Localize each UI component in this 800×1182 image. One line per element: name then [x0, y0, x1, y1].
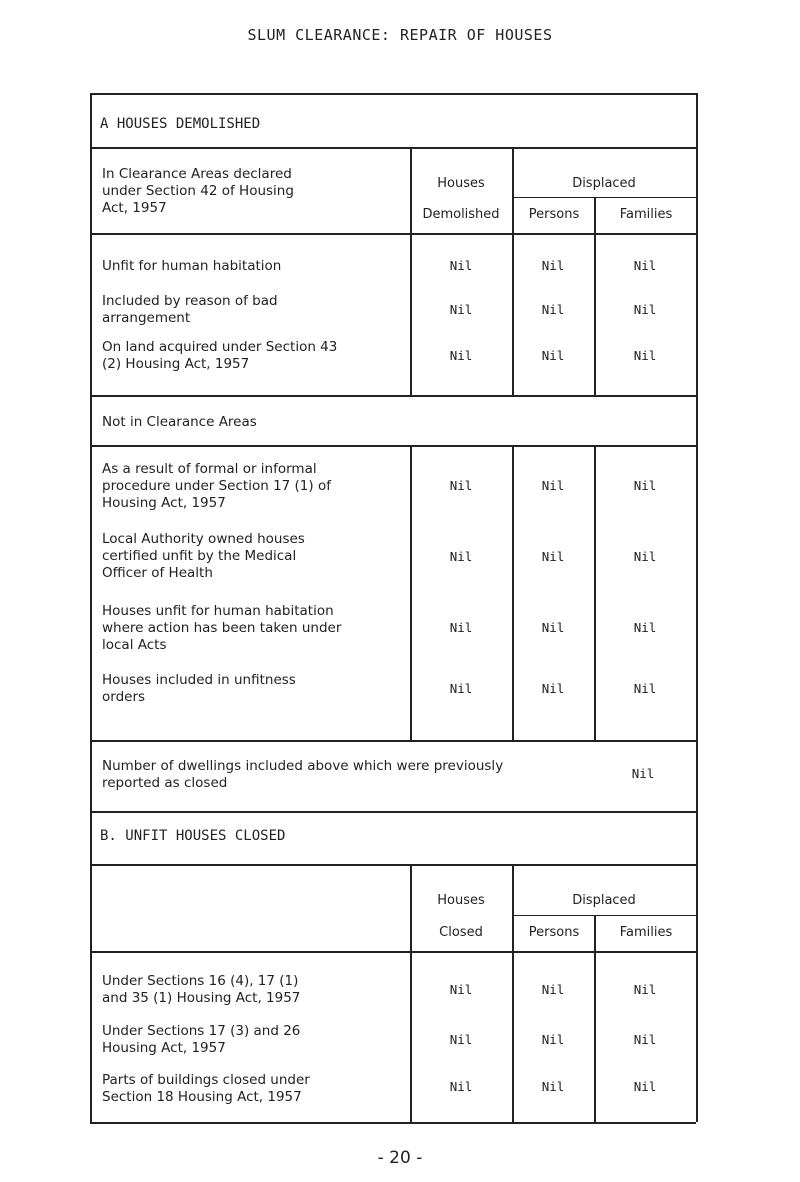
table-row-label: Parts of buildings closed under Section 18 Housing Act, 1957 — [102, 1072, 310, 1105]
divider — [90, 864, 696, 866]
table-cell-families: Nil — [633, 549, 657, 564]
table-cell-houses: Nil — [449, 681, 473, 696]
persons-header: Persons — [528, 925, 580, 940]
divider — [512, 197, 696, 198]
table-cell-families: Nil — [633, 1079, 657, 1094]
houses-closed-header: Closed — [439, 925, 483, 940]
families-header: Families — [619, 925, 673, 940]
col-divider — [594, 445, 596, 740]
table-cell-houses: Nil — [449, 982, 473, 997]
displaced-header: Displaced — [572, 176, 636, 191]
table-cell-persons: Nil — [541, 478, 565, 493]
table-cell-families: Nil — [633, 258, 657, 273]
table-cell-houses: Nil — [449, 620, 473, 635]
not-in-clearance-heading: Not in Clearance Areas — [102, 414, 257, 430]
table-right-border — [696, 93, 698, 1122]
table-row-label: Houses included in unfitness orders — [102, 672, 296, 705]
table-cell-persons: Nil — [541, 620, 565, 635]
table-row-label: As a result of formal or informal procedure under Section 17 (1) of Housing Act, 1957 — [102, 461, 331, 511]
table-cell-persons: Nil — [541, 549, 565, 564]
divider — [90, 147, 696, 149]
divider — [90, 445, 696, 447]
table-cell-families: Nil — [633, 620, 657, 635]
houses-demolished-header: Demolished — [422, 207, 500, 222]
divider — [90, 951, 696, 953]
table-row-label: Under Sections 17 (3) and 26 Housing Act, 1957 — [102, 1023, 301, 1056]
houses-header: Houses — [437, 176, 485, 191]
divider — [90, 233, 696, 235]
table-row-label: Unfit for human habitation — [102, 258, 282, 274]
col-divider — [594, 197, 596, 395]
table-cell-houses: Nil — [449, 549, 473, 564]
page-number: - 20 - — [377, 1148, 423, 1168]
table-cell-houses: Nil — [449, 1079, 473, 1094]
previously-closed-label: Number of dwellings included above which were previously reported as closed — [102, 758, 504, 791]
table-cell-persons: Nil — [541, 1032, 565, 1047]
table-cell-families: Nil — [633, 681, 657, 696]
table-top-border — [90, 93, 696, 95]
table-cell-persons: Nil — [541, 982, 565, 997]
families-header: Families — [619, 207, 673, 222]
table-cell-families: Nil — [633, 302, 657, 317]
table-cell-persons: Nil — [541, 302, 565, 317]
table-cell-houses: Nil — [449, 302, 473, 317]
divider — [90, 395, 696, 397]
col-divider — [594, 915, 596, 1122]
table-left-border — [90, 93, 92, 1122]
section-b-heading: B. UNFIT HOUSES CLOSED — [100, 828, 286, 844]
col-divider — [410, 445, 412, 740]
table-row-label: On land acquired under Section 43 (2) Housing Act, 1957 — [102, 339, 338, 372]
houses-header: Houses — [437, 893, 485, 908]
table-row-label: Under Sections 16 (4), 17 (1) and 35 (1) Housing Act, 1957 — [102, 973, 301, 1006]
table-cell-families: Nil — [633, 478, 657, 493]
table-bottom-border — [90, 1122, 696, 1124]
table-cell-persons: Nil — [541, 681, 565, 696]
table-cell-persons: Nil — [541, 1079, 565, 1094]
table-row-label: Included by reason of bad arrangement — [102, 293, 278, 326]
previously-closed-value: Nil — [631, 766, 655, 781]
persons-header: Persons — [528, 207, 580, 222]
section-a-heading: A HOUSES DEMOLISHED — [100, 116, 261, 132]
table-row-label: Houses unfit for human habitation where action has been taken under local Acts — [102, 603, 342, 653]
divider — [512, 915, 696, 916]
table-cell-families: Nil — [633, 1032, 657, 1047]
divider — [90, 740, 696, 742]
table-row-label: Local Authority owned houses certified unfit by the Medical Officer of Health — [102, 531, 305, 581]
table-cell-persons: Nil — [541, 258, 565, 273]
page-title: SLUM CLEARANCE: REPAIR OF HOUSES — [247, 26, 553, 44]
table-cell-houses: Nil — [449, 258, 473, 273]
clearance-area-header: In Clearance Areas declared under Section 42 of Housing Act, 1957 — [102, 166, 294, 216]
table-cell-houses: Nil — [449, 478, 473, 493]
table-cell-families: Nil — [633, 982, 657, 997]
table-cell-houses: Nil — [449, 1032, 473, 1047]
displaced-header: Displaced — [572, 893, 636, 908]
table-cell-houses: Nil — [449, 348, 473, 363]
table-cell-families: Nil — [633, 348, 657, 363]
divider — [90, 811, 696, 813]
table-cell-persons: Nil — [541, 348, 565, 363]
